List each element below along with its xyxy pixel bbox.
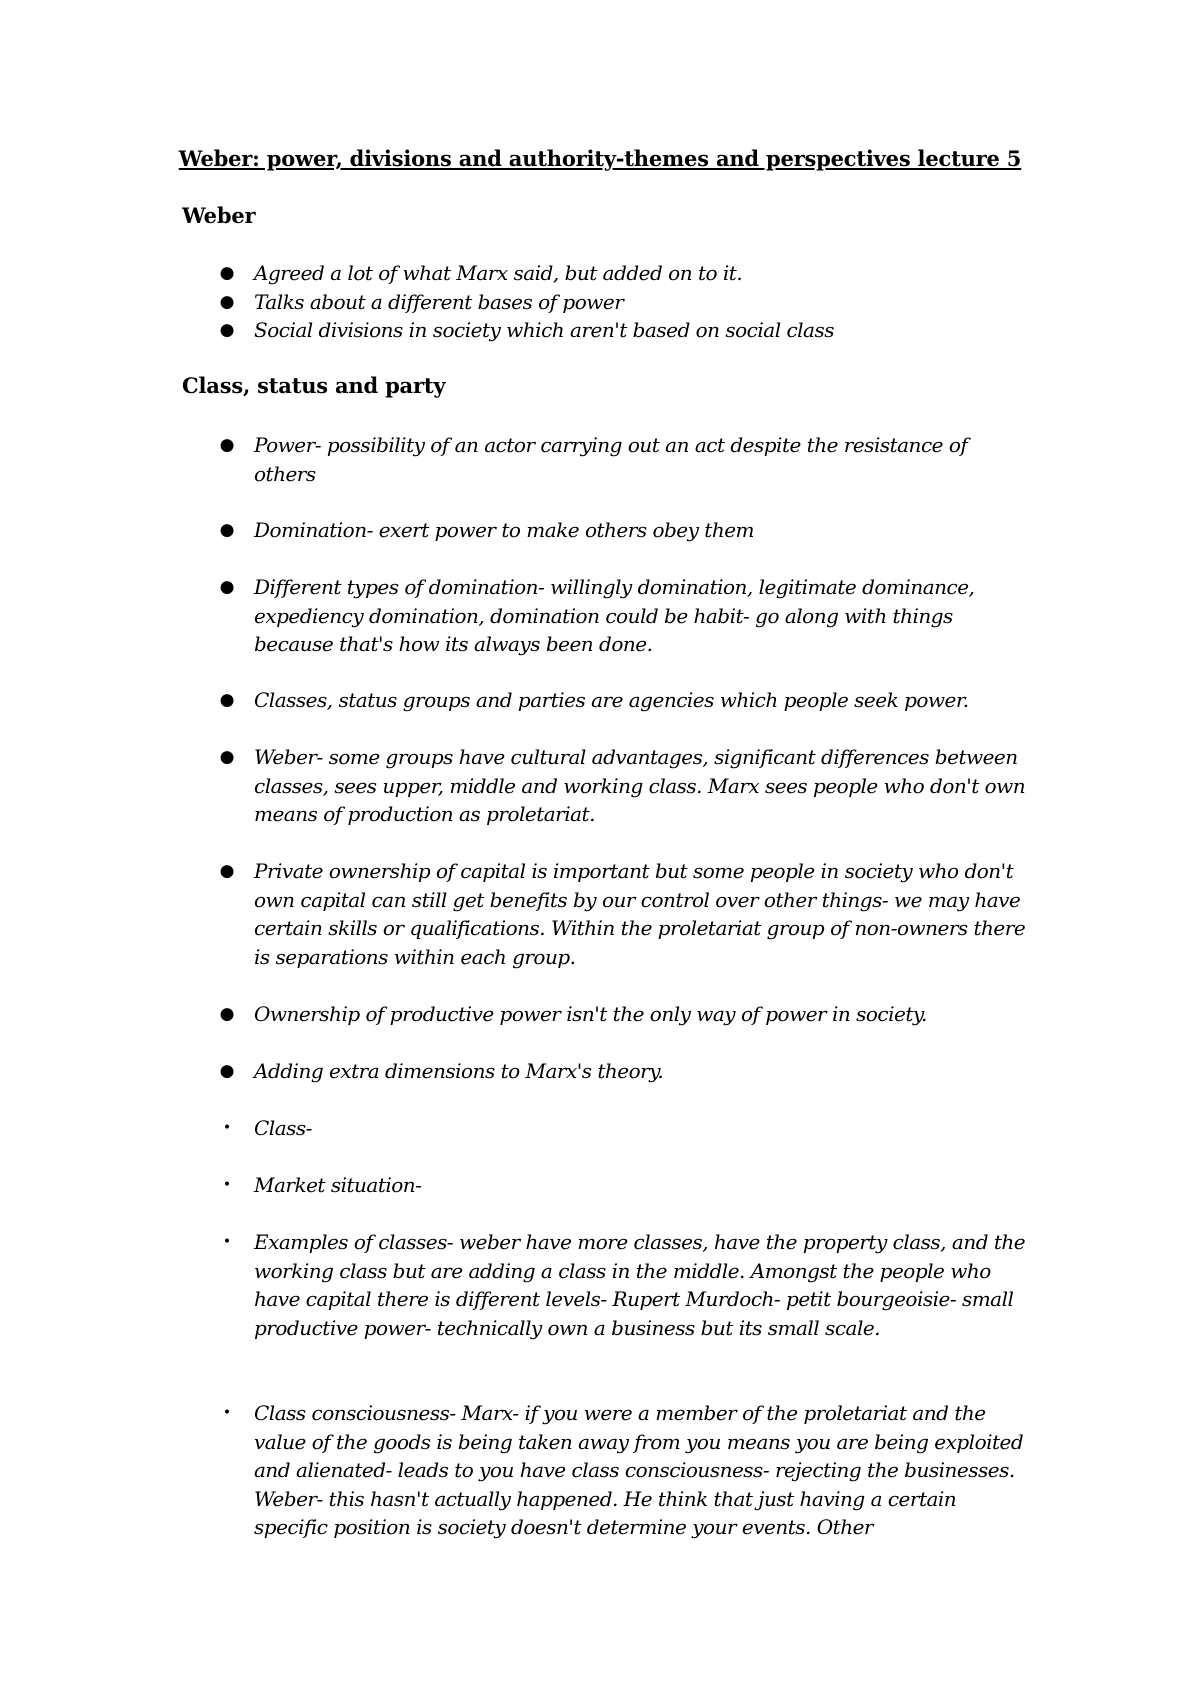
list-item [216, 1114, 1026, 1143]
list-item [216, 1000, 1026, 1029]
bullet-icon: • [222, 1177, 232, 1193]
list-item-text: Adding extra dimensions to Marx's theory. [254, 1059, 664, 1083]
list-item [216, 743, 1026, 829]
bullet-icon: ● [219, 861, 235, 881]
bullet-icon: ● [219, 1061, 235, 1081]
list-item-text: Different types of domination- willingly domination, legitimate dominance, expediency domination, domination could be habit- go along with things because that's how its always been done. [254, 575, 975, 656]
bullet-icon: ● [219, 292, 235, 312]
document-title: Weber: power, divisions and authority-themes and perspectives lecture 5 [178, 146, 1022, 171]
list-item-text: Examples of classes- weber have more classes, have the property class, and the working class but are adding a class in the middle. Amongst the people who have capital there is different levels- Rupert Murdoch- petit bourgeoisie- small productive power- technically own a business but its small scale. [254, 1230, 1026, 1340]
list-item [216, 516, 1026, 545]
bullet-icon: ● [219, 577, 235, 597]
bullet-icon: ● [219, 1004, 235, 1024]
list-item [216, 1228, 1026, 1342]
list-item-text: Ownership of productive power isn't the only way of power in society. [254, 1002, 927, 1026]
bullet-icon: • [222, 1405, 232, 1421]
section-heading-weber: Weber [182, 203, 256, 228]
list-item [216, 573, 1026, 659]
bullet-icon: ● [219, 263, 235, 283]
list-item-text: Market situation- [254, 1173, 422, 1197]
list-item-text: Class- [254, 1116, 312, 1140]
bullet-icon: • [222, 1120, 232, 1136]
list-item [216, 686, 1026, 715]
bullet-icon: ● [219, 520, 235, 540]
section-heading-class-status-party: Class, status and party [182, 373, 446, 398]
list-item [216, 1171, 1026, 1200]
list-item [216, 316, 1026, 345]
bullet-icon: ● [219, 747, 235, 767]
list-item [216, 1057, 1026, 1086]
list-item-text: Private ownership of capital is important but some people in society who don't own capital can still get benefits by our control over other things- we may have certain skills or qualifications. Within the proletariat group of non-owners there is separations within each group. [254, 859, 1026, 969]
list-item-text: Talks about a different bases of power [254, 290, 624, 314]
list-item [216, 288, 1026, 317]
list-item-text: Weber- some groups have cultural advantages, significant differences between classes, sees upper, middle and working class. Marx sees people who don't own means of production as proletariat. [254, 745, 1026, 826]
list-item [216, 857, 1026, 971]
list-item-text: Domination- exert power to make others obey them [254, 518, 755, 542]
list-item-text: Agreed a lot of what Marx said, but added on to it. [254, 261, 743, 285]
list-item-text: Classes, status groups and parties are agencies which people seek power. [254, 688, 969, 712]
list-item [216, 259, 1026, 288]
bullet-icon: • [222, 1234, 232, 1250]
bullet-icon: ● [219, 435, 235, 455]
list-item-text: Social divisions in society which aren't based on social class [254, 318, 835, 342]
list-item [216, 1399, 1026, 1542]
bullet-icon: ● [219, 320, 235, 340]
list-item-text: Power- possibility of an actor carrying out an act despite the resistance of others [254, 433, 968, 486]
bullet-icon: ● [219, 690, 235, 710]
list-item-text: Class consciousness- Marx- if you were a member of the proletariat and the value of the goods is being taken away from you means you are being exploited and alienated- leads to you have class consciousness- rejecting the businesses. Weber- this hasn't actually happened. He think that just having a certain specific position is society doesn't determine your events. Other [254, 1401, 1024, 1539]
list-item [216, 431, 1026, 488]
